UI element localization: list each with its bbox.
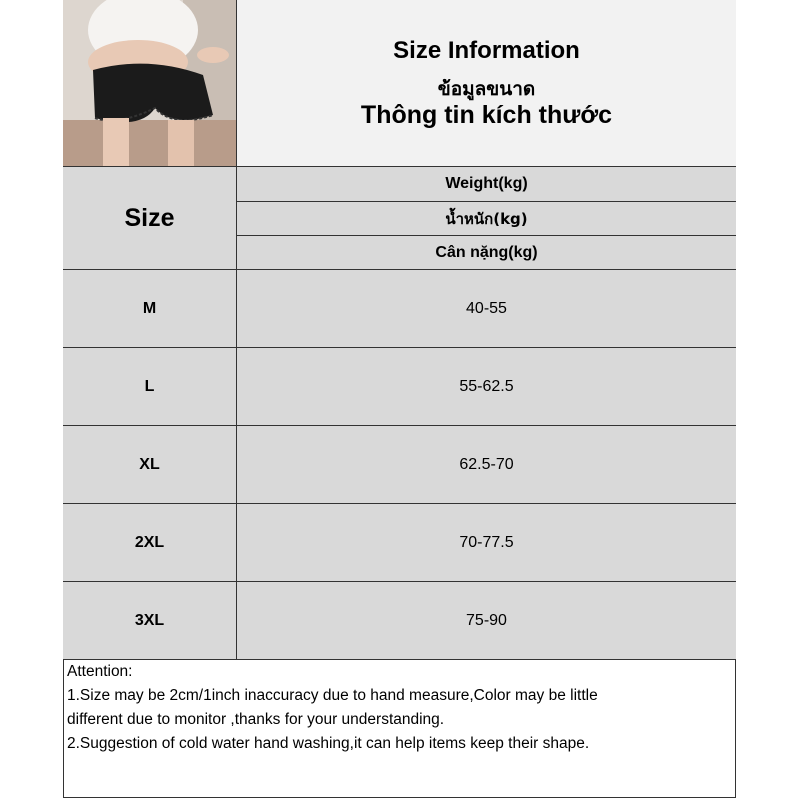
title-english: Size Information xyxy=(393,37,580,64)
size-cell: L xyxy=(63,348,237,425)
title-block xyxy=(237,0,736,167)
weight-cell: 75-90 xyxy=(466,611,507,629)
table-row xyxy=(63,348,736,426)
attention-notes xyxy=(67,660,732,756)
table-row xyxy=(63,426,736,504)
weight-cell: 62.5-70 xyxy=(459,455,514,473)
notes-line: 1.Size may be 2cm/1inch inaccuracy due to hand measure,Color may be little xyxy=(67,687,598,704)
weight-header-thai: น้ำหนัก(kg) xyxy=(237,202,736,236)
weight-cell: 70-77.5 xyxy=(459,533,514,551)
notes-line: 2.Suggestion of cold water hand washing,it can help items keep their shape. xyxy=(67,735,590,752)
product-photo xyxy=(63,0,237,167)
size-column-header: Size xyxy=(63,167,237,270)
size-cell: M xyxy=(63,270,237,347)
size-cell: 3XL xyxy=(63,582,237,659)
maternity-shorts-photo-icon xyxy=(63,0,237,167)
table-row xyxy=(63,582,736,660)
weight-header-vietnamese: Cân nặng(kg) xyxy=(237,236,736,270)
notes-line: different due to monitor ,thanks for your understanding. xyxy=(67,711,445,728)
table-row xyxy=(63,504,736,582)
table-row xyxy=(63,270,736,348)
title-thai: ข้อมูลขนาด xyxy=(437,78,536,100)
weight-cell: 55-62.5 xyxy=(459,377,514,395)
title-vietnamese: Thông tin kích thước xyxy=(360,101,613,129)
notes-heading: Attention: xyxy=(67,663,133,680)
size-cell: XL xyxy=(63,426,237,503)
weight-cell: 40-55 xyxy=(466,299,507,317)
weight-header-english: Weight(kg) xyxy=(237,167,736,202)
size-cell: 2XL xyxy=(63,504,237,581)
